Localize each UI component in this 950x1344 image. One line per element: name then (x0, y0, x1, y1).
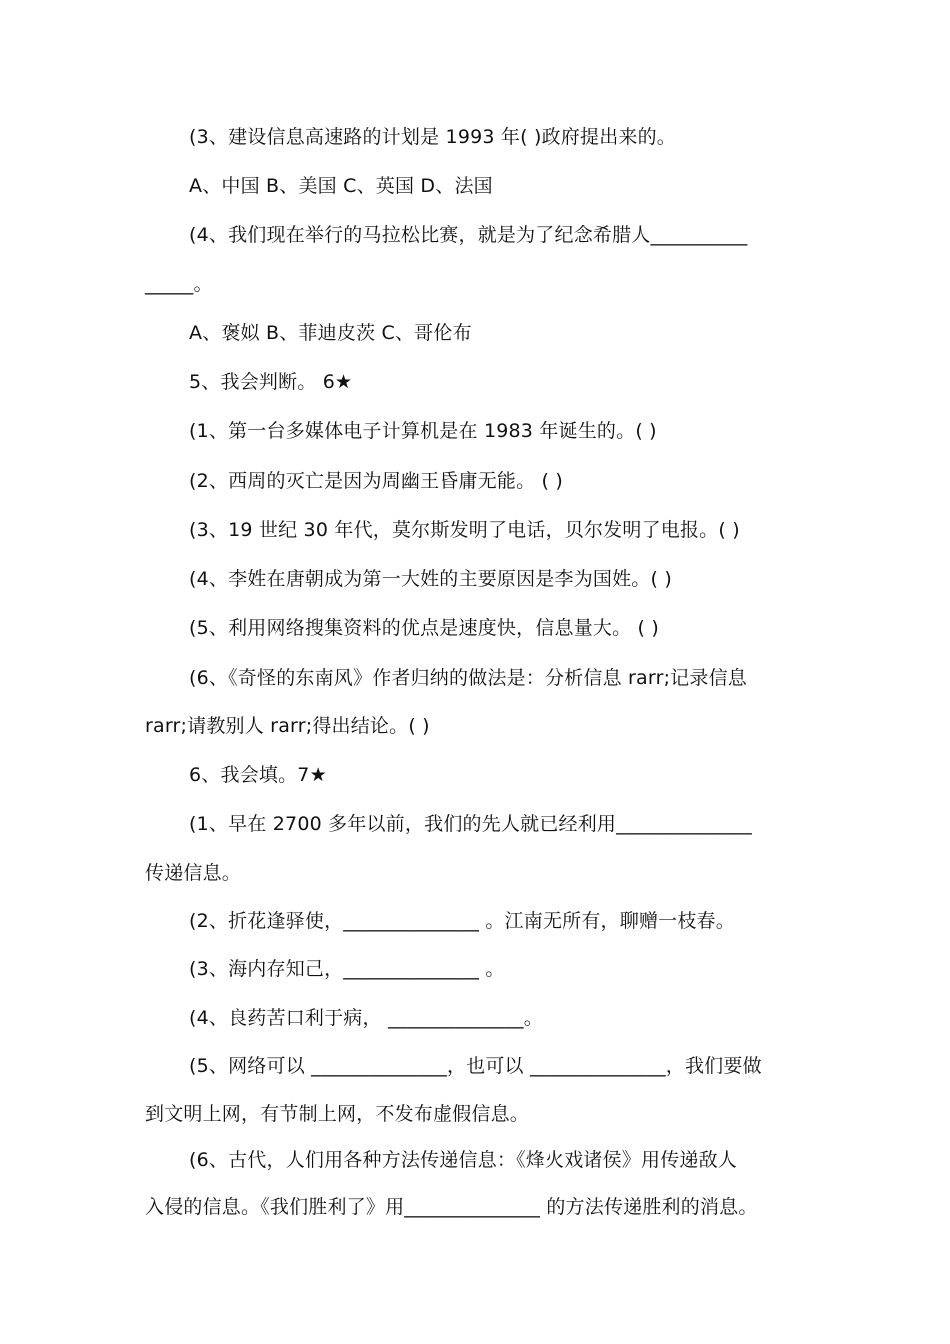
question-continuation: _____。 (145, 273, 213, 295)
question-line: (6、古代，人们用各种方法传递信息：《烽火戏诸侯》用传递敌人 (189, 1149, 738, 1171)
section-heading: 5、我会判断。 6★ (189, 371, 353, 393)
section-heading: 6、我会填。7★ (189, 764, 327, 786)
question-line: (3、海内存知己，______________ 。 (189, 958, 505, 980)
question-line: (3、19 世纪 30 年代，莫尔斯发明了电话，贝尔发明了电报。( ) (189, 519, 740, 541)
question-line: (4、李姓在唐朝成为第一大姓的主要原因是李为国姓。( ) (189, 568, 672, 590)
options-line: A、褒姒 B、菲迪皮茨 C、哥伦布 (189, 322, 472, 344)
question-continuation: 传递信息。 (145, 862, 242, 884)
question-line: (4、良药苦口利于病， ______________。 (189, 1007, 543, 1029)
question-continuation: 入侵的信息。《我们胜利了》用______________ 的方法传递胜利的消息。 (145, 1196, 758, 1218)
question-line: (5、网络可以 ______________，也可以 ______________，我们要做 (189, 1055, 762, 1077)
question-continuation: rarr;请教别人 rarr;得出结论。( ) (145, 715, 430, 737)
question-line: (4、我们现在举行的马拉松比赛，就是为了纪念希腊人__________ (189, 224, 748, 246)
question-line: (1、早在 2700 多年以前，我们的先人就已经利用______________ (189, 813, 752, 835)
question-line: (3、建设信息高速路的计划是 1993 年( )政府提出来的。 (189, 126, 676, 148)
question-line: (2、西周的灭亡是因为周幽王昏庸无能。 ( ) (189, 470, 564, 492)
question-line: (6、《奇怪的东南风》作者归纳的做法是：分析信息 rarr;记录信息 (189, 667, 747, 689)
question-continuation: 到文明上网，有节制上网，不发布虚假信息。 (145, 1103, 530, 1125)
options-line: A、中国 B、美国 C、英国 D、法国 (189, 175, 493, 197)
question-line: (2、折花逢驿使，______________ 。江南无所有，聊赠一枝春。 (189, 910, 735, 932)
question-line: (1、第一台多媒体电子计算机是在 1983 年诞生的。( ) (189, 420, 657, 442)
question-line: (5、利用网络搜集资料的优点是速度快，信息量大。 ( ) (189, 617, 660, 639)
